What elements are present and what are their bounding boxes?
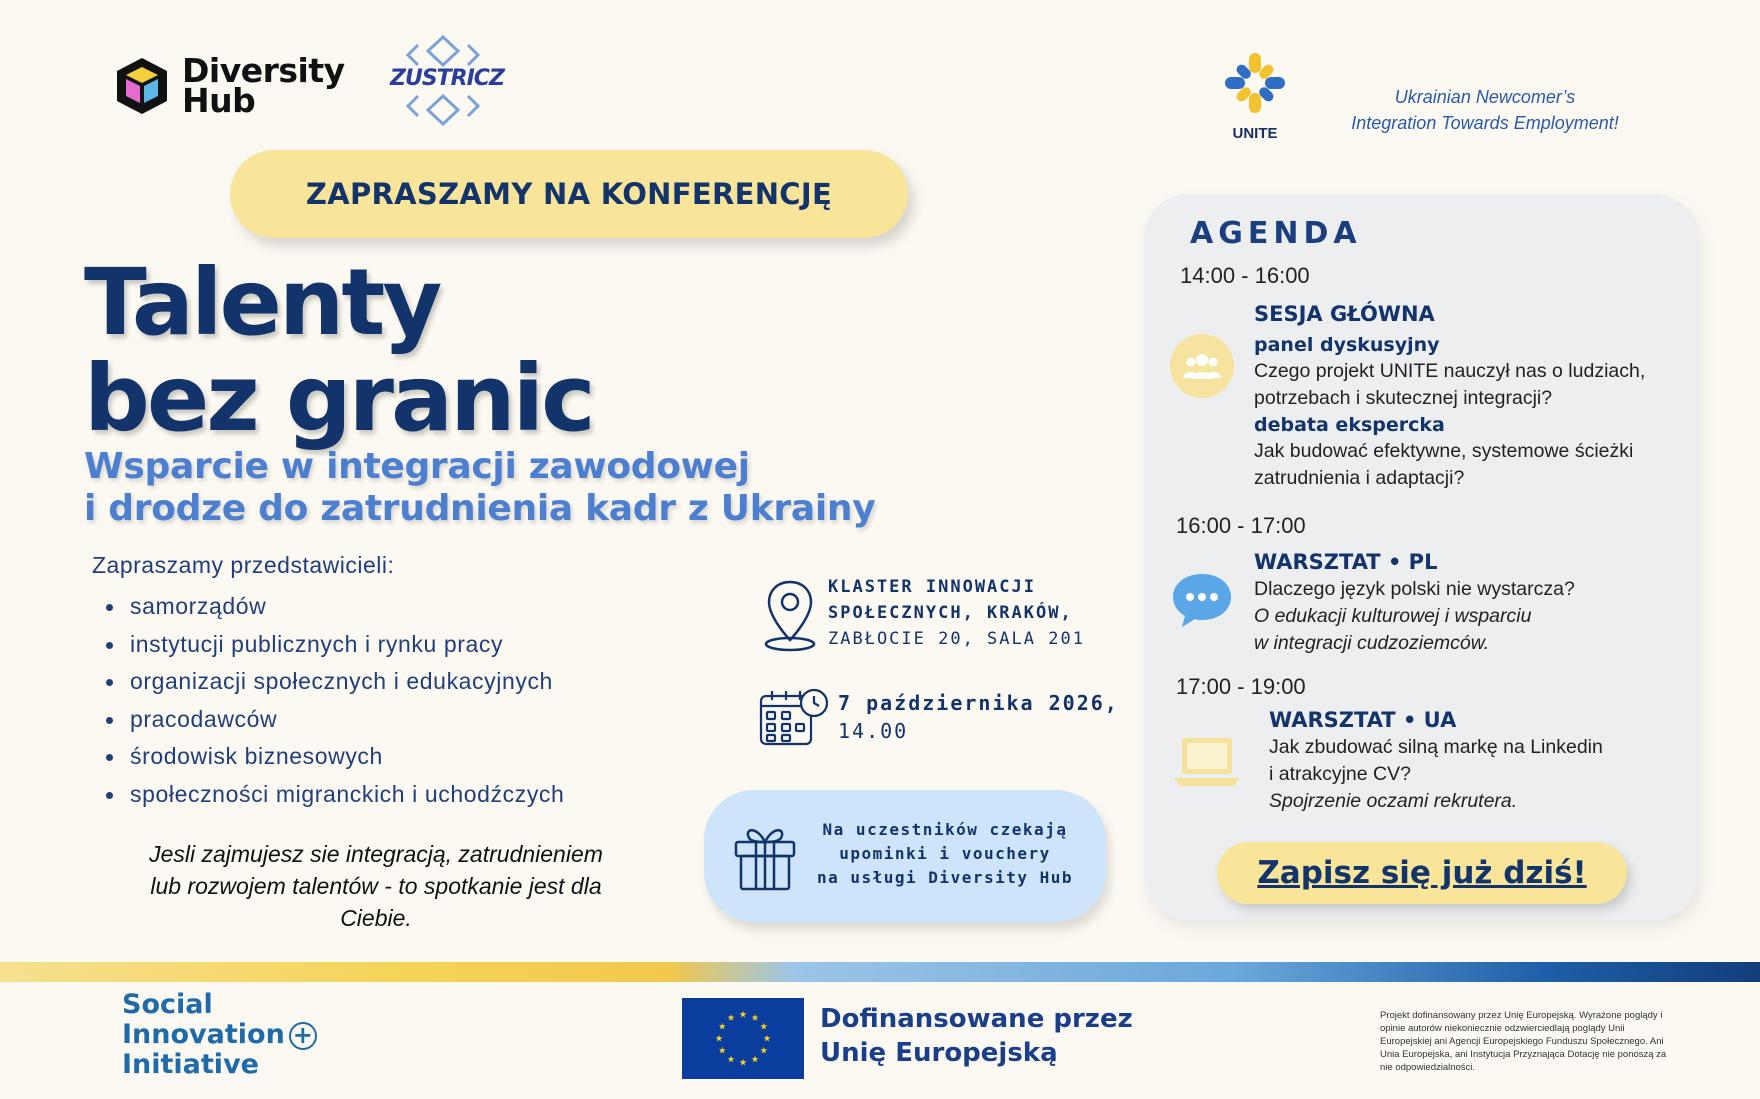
location-text: KLASTER INNOWACJI SPOŁECZNYCH, KRAKÓW, ZABŁOCIE 20, SALA 201 — [828, 577, 1085, 649]
diversity-hub-logo: Diversity Hub — [114, 55, 345, 117]
agenda-time-2: 16:00 - 17:00 — [1176, 513, 1306, 538]
disclaimer-text: Projekt dofinansowany przez Unię Europejską. Wyrażone poglądy i opinie autorów niekoniecznie odzwierciedlają poglądy Unii Europejskiej ani Agencji Europejskiego Funduszu Społecznego. Ani Unia Europejska, ani Instytucja Przyznająca Dotację nie ponoszą za nie odpowiedzialności. — [1380, 1010, 1667, 1073]
plus-icon: + — [289, 1022, 317, 1050]
eu-funding-text: Dofinansowane przez Unię Europejską — [820, 1004, 1133, 1068]
session-body-ua: Jak zbudować silną markę na Linkedin i atrakcyjne CV? Spojrzenie oczami rekrutera. — [1269, 736, 1603, 812]
laptop-icon — [1172, 734, 1242, 790]
list-item: organizacji społecznych i edukacyjnych — [104, 663, 564, 701]
gift-icon — [732, 820, 798, 892]
audience-intro: Zapraszamy przedstawicieli: — [92, 552, 395, 578]
list-item: środowisk biznesowych — [104, 738, 564, 776]
unite-logo: UNITE — [1215, 45, 1295, 145]
gift-text: Na uczestników czekają upominki i vouchery na usługi Diversity Hub — [816, 820, 1074, 887]
session-title-pl: WARSZTAT • PL — [1254, 550, 1438, 574]
zustricz-logo: ZUSTRICZ — [388, 33, 498, 128]
unite-star-icon — [1215, 45, 1295, 125]
footer-stripe-gap — [0, 982, 1760, 988]
session-body-debate: Jak budować efektywne, systemowe ścieżki zatrudnienia i adaptacji? — [1254, 440, 1634, 489]
invite-banner: ZAPRASZAMY NA KONFERENCJĘ — [230, 150, 908, 238]
social-innovation-logo: Social Innovation + Initiative — [122, 990, 317, 1080]
session-title-ua: WARSZTAT • UA — [1269, 708, 1457, 732]
closing-text: Jesli zajmujesz sie integracją, zatrudnieniem lub rozwojem talentów - to spotkanie jest dla Ciebie. — [149, 841, 603, 931]
event-subtitle: Wsparcie w integracji zawodowej i drodze do zatrudnienia kadr z Ukrainy — [84, 446, 876, 529]
eu-flag-icon — [682, 998, 804, 1079]
date-text: 7 października 2026, 14.00 — [838, 691, 1119, 743]
agenda-title: AGENDA — [1190, 216, 1362, 251]
list-item: instytucji publicznych i rynku pracy — [104, 626, 564, 664]
list-item: społeczności migranckich i uchodźczych — [104, 776, 564, 814]
register-button[interactable]: Zapisz się już dziś! — [1217, 842, 1627, 904]
chat-bubble-icon — [1170, 570, 1234, 630]
calendar-clock-icon — [758, 688, 830, 748]
session-body-panel: Czego projekt UNITE nauczył nas o ludziach, potrzebach i skutecznej integracji? — [1254, 360, 1646, 409]
session-title-main: SESJA GŁÓWNA — [1254, 302, 1435, 326]
event-title: Talenty bez granic — [84, 249, 593, 452]
unite-tagline: Ukrainian Newcomer’s Integration Towards Employment! — [1351, 87, 1619, 133]
agenda-time-1: 14:00 - 16:00 — [1180, 263, 1310, 288]
people-icon — [1170, 334, 1234, 398]
list-item: pracodawców — [104, 701, 564, 739]
session-sub-panel: panel dyskusyjny — [1254, 334, 1440, 356]
session-sub-debate: debata ekspercka — [1254, 414, 1445, 436]
agenda-time-3: 17:00 - 19:00 — [1176, 674, 1306, 699]
session-body-pl: Dlaczego język polski nie wystarcza? O edukacji kulturowej i wsparciu w integracji cudzoziemców. — [1254, 578, 1575, 654]
list-item: samorządów — [104, 588, 564, 626]
location-pin-icon — [762, 578, 818, 654]
cube-icon — [114, 55, 170, 117]
audience-list — [104, 588, 564, 813]
